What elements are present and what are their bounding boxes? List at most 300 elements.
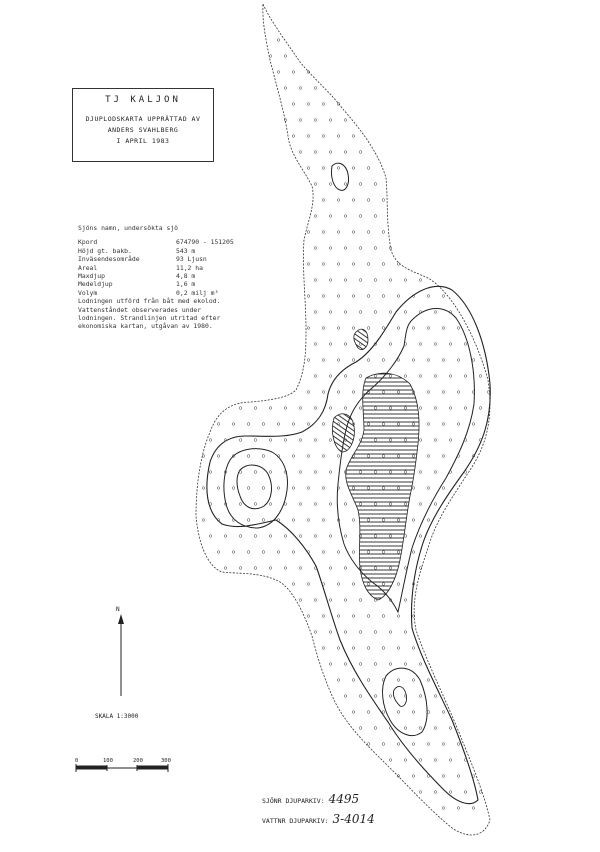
sounding-point xyxy=(397,359,400,362)
sounding-point xyxy=(352,199,355,202)
sounding-point xyxy=(254,439,257,442)
sounding-point xyxy=(412,743,415,746)
sounding-point xyxy=(307,295,310,298)
sounding-point xyxy=(217,487,220,490)
sounding-point xyxy=(434,439,437,442)
info-heading: Sjöns namn, undersökta sjö xyxy=(78,224,179,232)
sounding-point xyxy=(359,663,362,666)
sounding-point xyxy=(404,375,407,378)
sounding-point xyxy=(314,119,317,122)
sounding-point xyxy=(374,183,377,186)
sounding-point xyxy=(352,263,355,266)
sounding-point xyxy=(457,423,460,426)
sounding-point xyxy=(322,199,325,202)
south-depression-contour-outer xyxy=(383,668,428,735)
sounding-point xyxy=(419,375,422,378)
sounding-point xyxy=(337,295,340,298)
sounding-point xyxy=(457,391,460,394)
sounding-point xyxy=(314,151,317,154)
sounding-point xyxy=(292,583,295,586)
sounding-point xyxy=(449,375,452,378)
sounding-point xyxy=(374,695,377,698)
info-value: 674790 - 151205 xyxy=(176,238,234,247)
sounding-point xyxy=(322,423,325,426)
sounding-point xyxy=(457,359,460,362)
sounding-point xyxy=(359,631,362,634)
sounding-point xyxy=(427,327,430,330)
sounding-point xyxy=(314,311,317,314)
sounding-point xyxy=(367,231,370,234)
sounding-point xyxy=(307,519,310,522)
sounding-point xyxy=(397,743,400,746)
sounding-point xyxy=(449,439,452,442)
sounding-point xyxy=(427,295,430,298)
sounding-point xyxy=(367,615,370,618)
sounding-point xyxy=(232,487,235,490)
sounding-point xyxy=(434,407,437,410)
sounding-point xyxy=(419,471,422,474)
sounding-point xyxy=(254,471,257,474)
sounding-point xyxy=(352,583,355,586)
sounding-point xyxy=(412,487,415,490)
sounding-point xyxy=(374,631,377,634)
vatten-archive xyxy=(262,812,375,826)
sounding-point xyxy=(434,791,437,794)
sounding-point xyxy=(419,439,422,442)
sounding-point xyxy=(344,343,347,346)
info-key: Höjd gt. bakb. xyxy=(78,246,132,255)
sounding-point xyxy=(299,535,302,538)
sounding-point xyxy=(329,631,332,634)
sounding-point xyxy=(397,327,400,330)
sounding-point xyxy=(404,759,407,762)
sounding-point xyxy=(329,215,332,218)
sounding-point xyxy=(322,359,325,362)
sounding-point xyxy=(367,679,370,682)
sounding-point xyxy=(322,167,325,170)
sounding-point xyxy=(434,471,437,474)
sounding-point xyxy=(292,135,295,138)
sounding-point xyxy=(419,279,422,282)
info-note: lodningen. Strandlinjen utritad efter xyxy=(78,314,221,323)
sounding-point xyxy=(284,439,287,442)
sounding-point xyxy=(307,135,310,138)
sounding-point xyxy=(292,71,295,74)
sounding-point xyxy=(284,503,287,506)
sounding-point xyxy=(382,199,385,202)
sounding-point xyxy=(404,311,407,314)
sounding-point xyxy=(299,439,302,442)
sounding-point xyxy=(202,519,205,522)
sounding-point xyxy=(239,535,242,538)
sounding-point xyxy=(352,359,355,362)
sounding-point xyxy=(344,663,347,666)
sounding-point xyxy=(419,663,422,666)
sounding-point xyxy=(457,743,460,746)
sounding-point xyxy=(277,487,280,490)
sounding-point xyxy=(329,375,332,378)
sounding-point xyxy=(307,487,310,490)
sounding-point xyxy=(284,55,287,58)
sjo-archive-number: 4495 xyxy=(328,792,360,806)
sounding-point xyxy=(247,423,250,426)
sounding-point xyxy=(232,551,235,554)
sounding-point xyxy=(442,711,445,714)
sounding-point xyxy=(337,455,340,458)
sounding-point xyxy=(404,631,407,634)
sounding-point xyxy=(209,503,212,506)
sounding-point xyxy=(382,647,385,650)
sjo-archive xyxy=(262,792,359,806)
sounding-point xyxy=(277,551,280,554)
sounding-point xyxy=(359,247,362,250)
sounding-point xyxy=(389,343,392,346)
sounding-point xyxy=(322,295,325,298)
sounding-point xyxy=(307,423,310,426)
sounding-point xyxy=(419,407,422,410)
sounding-point xyxy=(269,439,272,442)
sounding-point xyxy=(404,567,407,570)
south-depression-contour-inner xyxy=(393,687,406,707)
sounding-point xyxy=(367,743,370,746)
sounding-point xyxy=(464,343,467,346)
sounding-point xyxy=(307,231,310,234)
sounding-point xyxy=(307,455,310,458)
sounding-point xyxy=(427,679,430,682)
scale-tick-label: 300 xyxy=(161,758,171,764)
scale-label: SKALA 1:3000 xyxy=(95,713,139,720)
sounding-point xyxy=(434,343,437,346)
sounding-point xyxy=(374,311,377,314)
sounding-point xyxy=(314,407,317,410)
sounding-point xyxy=(472,807,475,810)
sounding-point xyxy=(352,327,355,330)
sounding-point xyxy=(322,263,325,266)
sounding-point xyxy=(344,279,347,282)
scale-tick-label: 200 xyxy=(133,758,143,764)
info-key: Areal xyxy=(78,263,98,272)
sounding-point xyxy=(442,455,445,458)
sounding-point xyxy=(419,503,422,506)
sounding-point xyxy=(382,615,385,618)
sounding-point xyxy=(374,247,377,250)
sounding-point xyxy=(224,535,227,538)
sounding-point xyxy=(344,247,347,250)
sounding-point xyxy=(314,535,317,538)
sounding-point xyxy=(352,135,355,138)
vatten-archive-number: 3-4014 xyxy=(332,812,375,826)
sounding-point xyxy=(314,279,317,282)
sounding-point xyxy=(427,423,430,426)
title-line-2: ANDERS SVAHLBERG xyxy=(107,126,179,134)
info-key: Volym xyxy=(78,288,98,297)
sounding-point xyxy=(284,87,287,90)
lake-info xyxy=(78,224,288,331)
sounding-point xyxy=(337,199,340,202)
info-value: 543 m xyxy=(176,246,196,255)
sounding-point xyxy=(314,439,317,442)
sounding-point xyxy=(329,151,332,154)
sounding-point xyxy=(352,615,355,618)
sounding-point xyxy=(329,503,332,506)
sounding-point xyxy=(434,311,437,314)
sounding-point xyxy=(367,647,370,650)
sounding-point xyxy=(329,439,332,442)
sounding-point xyxy=(262,519,265,522)
sounding-point xyxy=(367,295,370,298)
info-value: 93 Ljusn xyxy=(176,255,207,264)
sounding-point xyxy=(344,407,347,410)
sounding-point xyxy=(404,599,407,602)
sounding-point xyxy=(359,727,362,730)
north-depression-contour xyxy=(331,163,348,190)
sounding-point xyxy=(367,199,370,202)
sounding-point xyxy=(224,567,227,570)
sounding-point xyxy=(344,375,347,378)
sounding-point xyxy=(314,375,317,378)
sounding-point xyxy=(382,711,385,714)
sounding-point xyxy=(344,695,347,698)
sounding-point xyxy=(419,695,422,698)
sounding-point xyxy=(464,375,467,378)
sounding-point xyxy=(329,279,332,282)
sounding-point xyxy=(337,583,340,586)
sounding-point xyxy=(479,407,482,410)
sounding-point xyxy=(442,327,445,330)
sounding-point xyxy=(359,695,362,698)
sounding-point xyxy=(239,439,242,442)
sounding-point xyxy=(352,679,355,682)
sounding-point xyxy=(254,503,257,506)
sounding-point xyxy=(337,391,340,394)
sounding-point xyxy=(344,567,347,570)
sounding-point xyxy=(359,599,362,602)
sounding-point xyxy=(322,455,325,458)
sounding-point xyxy=(449,759,452,762)
sounding-point xyxy=(314,631,317,634)
sounding-point xyxy=(442,743,445,746)
sounding-point xyxy=(389,279,392,282)
sounding-point xyxy=(284,567,287,570)
sounding-point xyxy=(329,119,332,122)
sounding-point xyxy=(292,455,295,458)
sounding-point xyxy=(359,311,362,314)
sounding-point xyxy=(292,551,295,554)
sounding-point xyxy=(352,167,355,170)
sounding-point xyxy=(382,359,385,362)
sounding-point xyxy=(359,151,362,154)
sounding-point xyxy=(239,407,242,410)
sounding-point xyxy=(397,583,400,586)
sounding-point xyxy=(239,567,242,570)
info-key: Inväsendesområde xyxy=(78,255,140,264)
info-value: 1,6 m xyxy=(176,280,196,289)
sounding-point xyxy=(442,391,445,394)
sounding-point xyxy=(329,567,332,570)
sounding-point xyxy=(337,327,340,330)
sounding-point xyxy=(359,183,362,186)
sounding-point xyxy=(442,295,445,298)
west-basin-contour-outer xyxy=(224,449,288,528)
sounding-point xyxy=(329,343,332,346)
sounding-point xyxy=(397,263,400,266)
sounding-point xyxy=(412,679,415,682)
sounding-point xyxy=(412,711,415,714)
sounding-point xyxy=(337,167,340,170)
sounding-point xyxy=(337,263,340,266)
sjo-archive-label: SJÖNR DJUPARKIV: xyxy=(262,797,325,805)
vatten-archive-label: VATTNR DJUPARKIV: xyxy=(262,817,329,825)
sounding-point xyxy=(344,311,347,314)
sounding-point xyxy=(269,535,272,538)
sounding-point xyxy=(322,487,325,490)
sounding-point xyxy=(329,183,332,186)
deep-zone-west xyxy=(332,414,354,452)
sounding-point xyxy=(307,391,310,394)
sounding-point xyxy=(374,279,377,282)
sounding-point xyxy=(419,791,422,794)
sounding-point xyxy=(322,103,325,106)
sounding-point xyxy=(307,583,310,586)
sounding-point xyxy=(299,151,302,154)
sounding-point xyxy=(382,295,385,298)
sounding-point xyxy=(254,567,257,570)
sounding-point xyxy=(367,327,370,330)
sounding-point xyxy=(344,151,347,154)
info-key: Maxdjup xyxy=(78,272,105,281)
sounding-point xyxy=(209,471,212,474)
sounding-point xyxy=(299,87,302,90)
sounding-point xyxy=(427,391,430,394)
info-key: Medeldjup xyxy=(78,280,113,289)
sounding-point xyxy=(449,727,452,730)
sounding-point xyxy=(374,727,377,730)
sounding-point xyxy=(277,71,280,74)
sounding-point xyxy=(314,599,317,602)
sounding-point xyxy=(352,519,355,522)
north-arrow xyxy=(118,614,124,696)
sounding-point xyxy=(359,215,362,218)
sounding-point xyxy=(479,375,482,378)
sounding-point xyxy=(427,519,430,522)
sounding-point xyxy=(299,407,302,410)
sounding-point xyxy=(269,567,272,570)
sounding-point xyxy=(314,183,317,186)
sounding-point xyxy=(352,711,355,714)
sounding-point xyxy=(202,487,205,490)
sounding-point xyxy=(337,679,340,682)
sounding-point xyxy=(382,327,385,330)
sounding-point xyxy=(472,423,475,426)
sounding-point xyxy=(277,519,280,522)
sounding-point xyxy=(382,743,385,746)
sounding-point xyxy=(449,343,452,346)
sounding-point xyxy=(322,551,325,554)
sounding-point xyxy=(314,215,317,218)
sounding-point xyxy=(352,551,355,554)
sounding-point xyxy=(269,503,272,506)
sounding-point xyxy=(404,663,407,666)
sounding-point xyxy=(427,359,430,362)
sounding-point xyxy=(359,407,362,410)
sounding-point xyxy=(322,327,325,330)
sounding-point xyxy=(419,727,422,730)
sounding-point xyxy=(434,759,437,762)
sounding-point xyxy=(389,311,392,314)
sounding-point xyxy=(329,407,332,410)
sounding-point xyxy=(367,359,370,362)
sounding-point xyxy=(314,503,317,506)
sounding-point xyxy=(322,519,325,522)
sounding-point xyxy=(329,247,332,250)
sounding-point xyxy=(344,599,347,602)
sounding-point xyxy=(359,375,362,378)
sounding-point xyxy=(314,471,317,474)
sounding-point xyxy=(434,695,437,698)
sounding-point xyxy=(442,423,445,426)
sounding-point xyxy=(457,807,460,810)
sounding-point xyxy=(412,359,415,362)
info-value: 0,2 milj m³ xyxy=(176,288,219,297)
sounding-point xyxy=(262,487,265,490)
sounding-point xyxy=(427,487,430,490)
sounding-point xyxy=(434,727,437,730)
sounding-point xyxy=(382,231,385,234)
sounding-point xyxy=(337,359,340,362)
sounding-point xyxy=(209,535,212,538)
sounding-point xyxy=(479,791,482,794)
sounding-point xyxy=(337,615,340,618)
sounding-point xyxy=(427,455,430,458)
sounding-point xyxy=(464,407,467,410)
sounding-point xyxy=(337,231,340,234)
sounding-point xyxy=(299,119,302,122)
sounding-point xyxy=(344,535,347,538)
sounding-point xyxy=(397,679,400,682)
sounding-point xyxy=(472,359,475,362)
sounding-point xyxy=(209,439,212,442)
sounding-point xyxy=(352,391,355,394)
sounding-point xyxy=(299,471,302,474)
sounding-point xyxy=(277,39,280,42)
sounding-point xyxy=(419,343,422,346)
sounding-point xyxy=(329,599,332,602)
scale-tick-label: 0 xyxy=(75,758,79,764)
sounding-point xyxy=(292,519,295,522)
sounding-point xyxy=(389,695,392,698)
sounding-point xyxy=(329,535,332,538)
sounding-point xyxy=(344,183,347,186)
scale-bar xyxy=(76,764,168,772)
north-label: N xyxy=(116,606,120,613)
sounding-point xyxy=(344,503,347,506)
sounding-point xyxy=(442,775,445,778)
sounding-point xyxy=(337,135,340,138)
sounding-point xyxy=(232,423,235,426)
sounding-point xyxy=(247,551,250,554)
sounding-point xyxy=(322,135,325,138)
sounding-point xyxy=(307,327,310,330)
sounding-point xyxy=(344,119,347,122)
sounding-point xyxy=(337,647,340,650)
sounding-point xyxy=(412,519,415,522)
sounding-point xyxy=(299,599,302,602)
sounding-point xyxy=(442,487,445,490)
info-key: Kpord xyxy=(78,238,98,247)
sounding-point xyxy=(352,647,355,650)
sounding-point xyxy=(374,663,377,666)
info-note: ekonomiska kartan, utgåvan av 1980. xyxy=(78,322,213,331)
